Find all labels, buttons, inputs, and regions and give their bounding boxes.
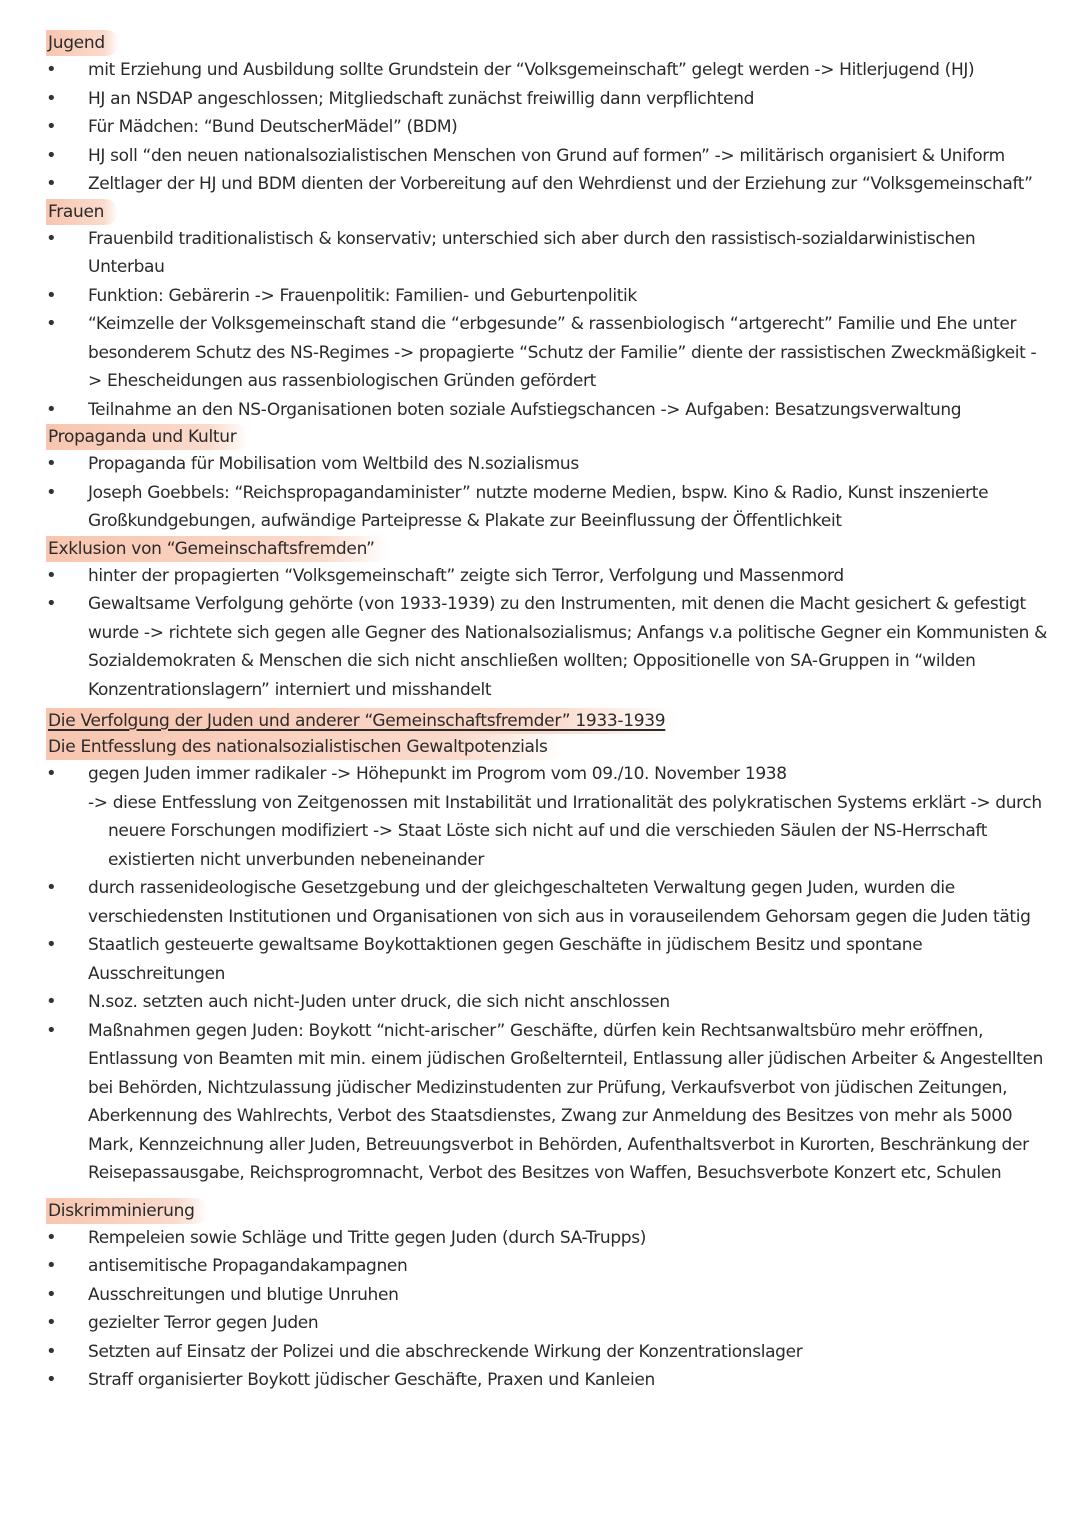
section-heading: Frauen — [46, 199, 118, 225]
bullet-item: • Frauenbild traditionalistisch & konservativ; unterschied sich aber durch den rassistisch-sozialdarwinistischen Unterbau — [48, 225, 1050, 282]
bullet-item: • Straff organisierter Boykott jüdischer Geschäfte, Praxen und Kanleien — [48, 1366, 1050, 1395]
bullet-item: • HJ an NSDAP angeschlossen; Mitgliedschaft zunächst freiwillig dann verpflichtend — [48, 85, 1050, 114]
bullet-item: • Teilnahme an den NS-Organisationen boten soziale Aufstiegschancen -> Aufgaben: Besatzungsverwaltung — [48, 396, 1050, 425]
chapter-title: Die Verfolgung der Juden und anderer “Gemeinschaftsfremder” 1933-1939 — [46, 708, 679, 734]
bullet-item: • Setzten auf Einsatz der Polizei und die abschreckende Wirkung der Konzentrationslager — [48, 1338, 1050, 1367]
bullet-item: • mit Erziehung und Ausbildung sollte Grundstein der “Volksgemeinschaft” gelegt werden -> Hitlerjugend (HJ) — [48, 56, 1050, 85]
bullet-item: • Zeltlager der HJ und BDM dienten der Vorbereitung auf den Wehrdienst und der Erziehung zur “Volksgemeinschaft” — [48, 170, 1050, 199]
bullet-item: • hinter der propagierten “Volksgemeinschaft” zeigte sich Terror, Verfolgung und Massenmord — [48, 562, 1050, 591]
bullet-text: gegen Juden immer radikaler -> Höhepunkt im Progrom vom 09./10. November 1938 — [88, 764, 787, 784]
bullet-item: • Staatlich gesteuerte gewaltsame Boykottaktionen gegen Geschäfte in jüdischem Besitz und spontane Ausschreitungen — [48, 931, 1050, 988]
section-jugend — [48, 30, 1050, 199]
bullet-item: • Funktion: Gebärerin -> Frauenpolitik: Familien- und Geburtenpolitik — [48, 282, 1050, 311]
bullet-item: • HJ soll “den neuen nationalsozialistischen Menschen von Grund auf formen” -> militärisch organisiert & Uniform — [48, 142, 1050, 171]
bullet-item: • Rempeleien sowie Schläge und Tritte gegen Juden (durch SA-Trupps) — [48, 1224, 1050, 1253]
bullet-item: • Maßnahmen gegen Juden: Boykott “nicht-arischer” Geschäfte, dürfen kein Rechtsanwaltsbüro mehr eröffnen, Entlassung von Beamten mit min. einem jüdischen Großelternteil, Entlassung aller jüdischen Arbeiter & Angestellten bei Behörden, Nichtzulassung jüdischer Medizinstudenten zur Prüfung, Verkaufsverbot von jüdischen Zeitungen, Aberkennung des Wahlrechts, Verbot des Staatsdienstes, Zwang zur Anmeldung des Besitzes von mehr als 5000 Mark, Kennzeichnung aller Juden, Betreuungsverbot in Behörden, Aufenthaltsverbot in Kurorten, Beschränkung der Reisepassausgabe, Reichsprogromnacht, Verbot des Besitzes von Waffen, Besuchsverbote Konzert etc, Schulen — [48, 1017, 1050, 1188]
section-propaganda — [48, 424, 1050, 536]
section-diskriminierung — [48, 1198, 1050, 1395]
bullet-item: • Joseph Goebbels: “Reichspropagandaminister” nutzte moderne Medien, bspw. Kino & Radio, Kunst inszenierte Großkundgebungen, aufwändige Parteipresse & Plakate zur Beeinflussung der Öffentlichkeit — [48, 479, 1050, 536]
bullet-list — [48, 225, 1050, 425]
bullet-list — [48, 450, 1050, 536]
section-heading: Die Entfesslung des nationalsozialistischen Gewaltpotenzials — [46, 734, 562, 760]
bullet-item: • gezielter Terror gegen Juden — [48, 1309, 1050, 1338]
bullet-subtext: -> diese Entfesslung von Zeitgenossen mit Instabilität und Irrationalität des polykratischen Systems erklärt -> durch neuere Forschungen modifiziert -> Staat Löste sich nicht auf und die verschieden Säulen der NS-Herrschaft existierten nicht unverbunden nebeneinander — [88, 792, 1042, 870]
bullet-list — [48, 56, 1050, 199]
section-exklusion — [48, 536, 1050, 705]
section-heading: Diskrimminierung — [46, 1198, 209, 1224]
bullet-item: • antisemitische Propagandakampagnen — [48, 1252, 1050, 1281]
bullet-item: • Propaganda für Mobilisation vom Weltbild des N.sozialismus — [48, 450, 1050, 479]
section-verfolgung — [48, 708, 1050, 1188]
bullet-item — [48, 760, 1050, 874]
section-heading: Exklusion von “Gemeinschaftsfremden” — [46, 536, 389, 562]
section-heading: Jugend — [46, 30, 119, 56]
bullet-item: • “Keimzelle der Volksgemeinschaft stand die “erbgesunde” & rassenbiologisch “artgerecht” Familie und Ehe unter besonderem Schutz des NS-Regimes -> propagierte “Schutz der Familie” diente der rassistischen Zweckmäßigkeit -> Ehescheidungen aus rassenbiologischen Gründen gefördert — [48, 310, 1050, 396]
bullet-item: • N.soz. setzten auch nicht-Juden unter druck, die sich nicht anschlossen — [48, 988, 1050, 1017]
section-frauen — [48, 199, 1050, 425]
bullet-item: • Gewaltsame Verfolgung gehörte (von 1933-1939) zu den Instrumenten, mit denen die Macht gesichert & gefestigt wurde -> richtete sich gegen alle Gegner des Nationalsozialismus; Anfangs v.a politische Gegner ein Kommunisten & Sozialdemokraten & Menschen die sich nicht anschließen wollten; Oppositionelle von SA-Gruppen in “wilden Konzentrationslagern” interniert und misshandelt — [48, 590, 1050, 704]
bullet-list — [48, 1224, 1050, 1395]
section-heading: Propaganda und Kultur — [46, 424, 250, 450]
bullet-item: • Ausschreitungen und blutige Unruhen — [48, 1281, 1050, 1310]
bullet-item: • Für Mädchen: “Bund DeutscherMädel” (BDM) — [48, 113, 1050, 142]
bullet-list — [48, 760, 1050, 1188]
bullet-list — [48, 562, 1050, 705]
bullet-item: • durch rassenideologische Gesetzgebung und der gleichgeschalteten Verwaltung gegen Juden, wurden die verschiedensten Institutionen und Organisationen von sich aus in vorauseilendem Gehorsam gegen die Juden tätig — [48, 874, 1050, 931]
